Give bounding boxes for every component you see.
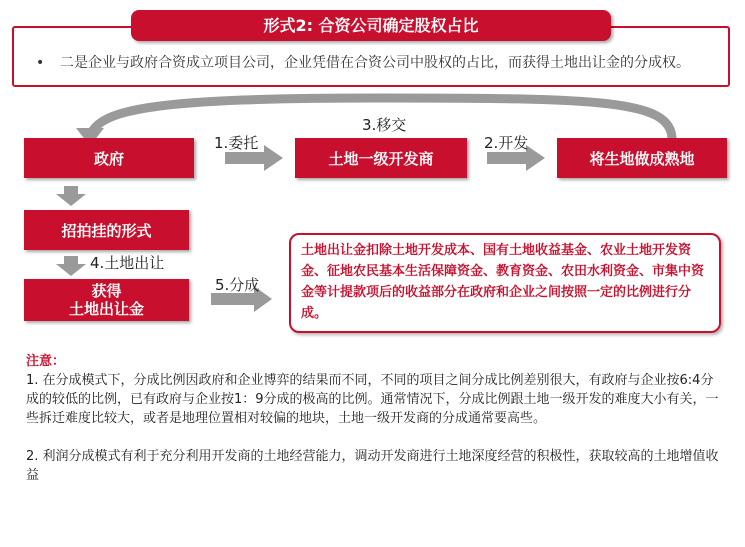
step-distribute-label: 5.分成	[215, 276, 260, 294]
node-obtain-fee: 获得 土地出让金	[24, 279, 189, 321]
distribution-note: 土地出让金扣除土地开发成本、国有土地收益基金、农业土地开发资金、征地农民基本生活保障资金、教育资金、农田水利资金、市集中资金等计提款项后的收益部分在政府和企业之间按照一定的比例进行分成。	[289, 233, 721, 333]
node-auction: 招拍挂的形式	[24, 210, 189, 250]
note-item-2: 2. 利润分成模式有利于充分利用开发商的土地经营能力，调动开发商进行土地深度经营的积极性，获取较高的土地增值收益	[26, 449, 719, 483]
step-develop-label: 2.开发	[484, 134, 529, 152]
page-title: 形式2: 合资公司确定股权占比	[131, 10, 611, 41]
intro-bullet: •	[36, 55, 45, 71]
notes-heading: 注意：	[26, 354, 66, 369]
intro-text: 二是企业与政府合资成立项目公司，企业凭借在合资公司中股权的占比，而获得土地出让金的分成权。	[60, 55, 690, 71]
step-transfer-label: 4.土地出让	[90, 254, 165, 272]
arrow-down-transfer	[56, 256, 86, 276]
node-government: 政府	[24, 138, 194, 178]
step-entrust-label: 1.委托	[214, 134, 259, 152]
arrow-down-auction	[56, 186, 86, 206]
step-handover-label: 3.移交	[362, 116, 407, 134]
note-item-1: 1. 在分成模式下，分成比例因政府和企业博弈的结果而不同，不同的项目之间分成比例差别很大，有政府与企业按6:4分成的较低的比例，已有政府与企业按1：9分成的极高的比例。通常情况下，分成比例跟土地一级开发的难度大小有关，一些拆迁难度比较大，或者是地理位置相对较偏的地块，土地一级开发商的分成通常要高些。	[26, 373, 719, 426]
notes-section	[26, 352, 726, 485]
node-mature-land: 将生地做成熟地	[557, 138, 727, 178]
node-developer: 土地一级开发商	[295, 138, 467, 178]
